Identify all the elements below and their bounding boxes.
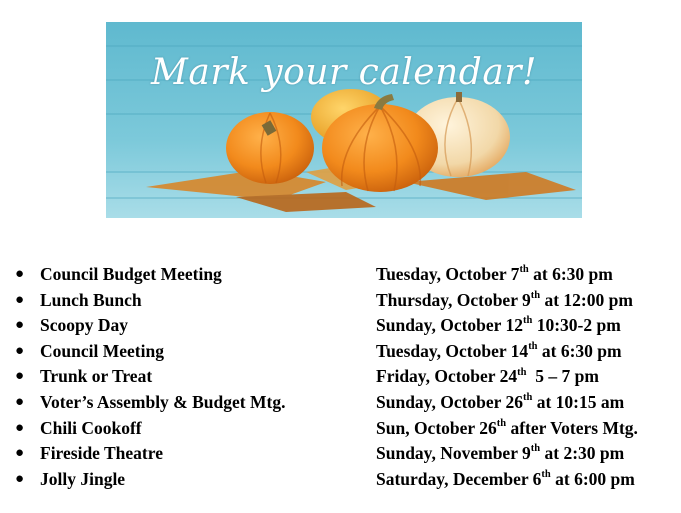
event-name: Scoopy Day [40,315,128,336]
event-date-suffix: th [541,468,551,480]
event-date [376,262,613,288]
event-date-main: Friday, October 24 [376,366,518,387]
event-date-suffix: th [523,392,533,404]
event-date [376,390,624,416]
bullet-icon: ● [15,470,25,487]
list-item [0,441,681,467]
event-date-time: at 6:00 pm [550,468,635,489]
event-date-main: Sunday, November 9 [376,443,531,464]
event-date-main: Thursday, October 9 [376,289,531,310]
event-date [376,339,622,365]
banner-title: Mark your calendar! [151,52,537,93]
event-date-suffix: th [523,315,533,327]
list-item [0,339,681,365]
event-date-main: Sunday, October 26 [376,391,523,412]
event-date-suffix: th [530,443,541,455]
event-date [376,313,621,339]
event-date-time: after Voters Mtg. [506,417,638,438]
event-name: Lunch Bunch [40,289,142,310]
event-date-suffix: th [496,417,507,429]
bullet-icon: ● [15,291,25,308]
event-date [376,467,635,493]
event-date-suffix: th [528,340,538,352]
list-item [0,416,681,442]
event-date [376,441,624,467]
event-date-time: at 10:15 am [532,391,625,412]
event-date [376,364,599,390]
bullet-icon: ● [15,317,25,334]
bullet-icon: ● [15,266,25,282]
event-name: Chili Cookoff [40,417,142,438]
list-item [0,364,681,390]
banner-image [106,22,582,218]
event-date-main: Tuesday, October 14 [376,340,529,361]
event-date-main: Sun, October 26 [376,417,497,438]
bullet-icon: ● [15,393,25,410]
bullet-icon: ● [15,445,25,462]
event-date-time: at 12:00 pm [540,289,633,310]
event-date-main: Sunday, October 12 [376,315,523,336]
event-name: Voter’s Assembly & Budget Mtg. [40,391,286,412]
event-date-suffix: th [530,289,541,301]
event-date-time: at 2:30 pm [540,443,625,464]
event-date [376,416,638,442]
event-name: Trunk or Treat [40,366,153,387]
event-date [376,288,633,314]
list-item [0,467,681,493]
list-item [0,390,681,416]
event-date-time: at 6:30 pm [528,264,613,284]
event-name: Council Budget Meeting [40,264,222,284]
event-date-suffix: th [517,366,527,378]
event-date-main: Saturday, December 6 [376,468,542,489]
list-item [0,262,681,288]
list-item [0,288,681,314]
event-date-main: Tuesday, October 7 [376,264,520,284]
event-name: Fireside Theatre [40,443,163,464]
event-name: Jolly Jingle [40,468,126,489]
event-date-time: at 6:30 pm [537,340,622,361]
event-date-suffix: th [519,264,529,276]
event-date-time: 10:30-2 pm [532,315,621,336]
event-date-time: 5 – 7 pm [526,366,599,387]
event-list [0,262,681,492]
bullet-icon: ● [15,342,25,359]
event-name: Council Meeting [40,340,164,361]
list-item [0,313,681,339]
bullet-icon: ● [15,368,25,385]
bullet-icon: ● [15,419,25,436]
